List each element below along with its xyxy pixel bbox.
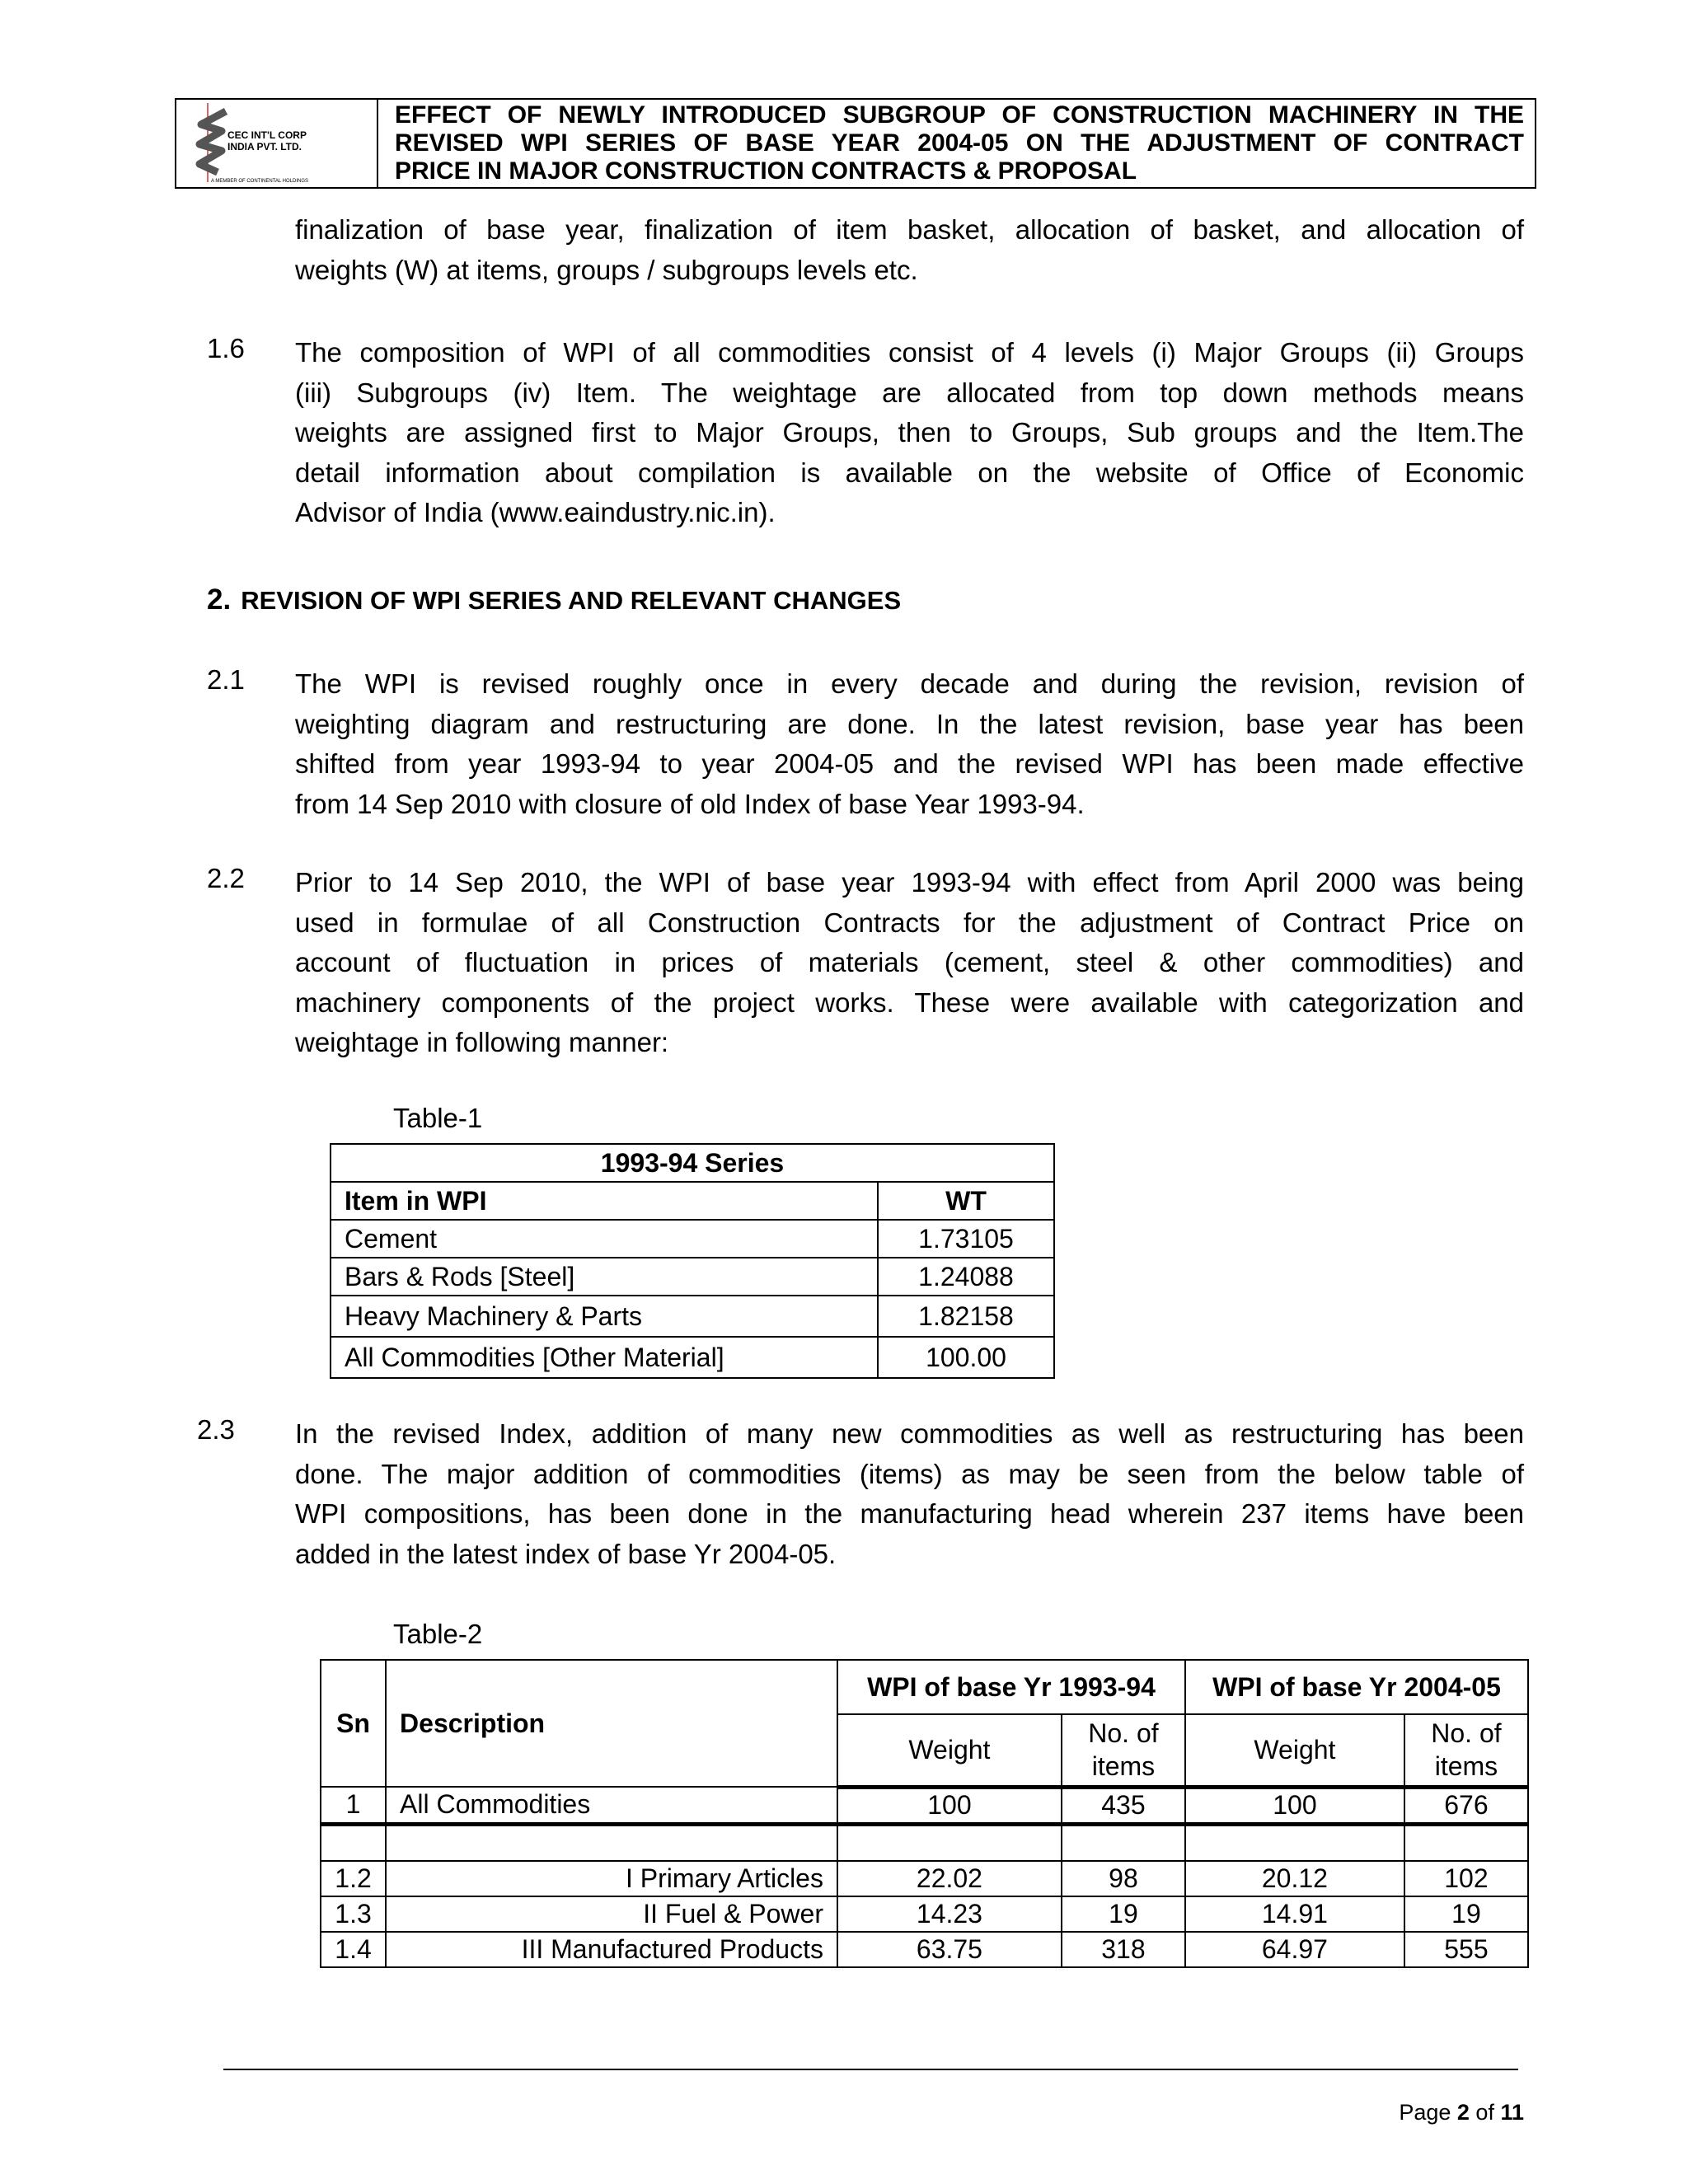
section-number: 1.6 [207,333,245,363]
sn-cell: 1 [321,1787,386,1824]
weight-1993-cell: 100 [837,1787,1062,1824]
column-header-weight: Weight [837,1714,1062,1787]
items-1993-cell: 19 [1062,1896,1185,1932]
item-cell: Heavy Machinery & Parts [331,1296,878,1337]
table-1 [330,1143,1055,1379]
description-cell: II Fuel & Power [386,1896,837,1932]
page-of: of [1469,2100,1501,2125]
text-line: from 14 Sep 2010 with closure of old Index of base Year 1993-94. [295,788,1085,819]
page-header [175,98,1536,189]
text-line: used in formulae of all Construction Contracts for the adjustment of Contract Price on [295,907,1524,938]
total-pages: 11 [1500,2100,1524,2125]
text-line: added in the latest index of base Yr 2004-05. [295,1538,837,1569]
column-header-sn: Sn [321,1660,386,1787]
column-header: Item in WPI [331,1182,878,1220]
heading-number: 2. [207,583,232,616]
text-line: The composition of WPI of all commodities consist of 4 levels (i) Major Groups (ii) Groups [295,337,1524,368]
table-row [331,1258,1054,1296]
title-line: EFFECT OF NEWLY INTRODUCED SUBGROUP OF CONSTRUCTION MACHINERY IN THE [395,101,1524,129]
text-line: weighting diagram and restructuring are done. In the latest revision, base year has been [295,708,1524,739]
document-title [395,101,1524,185]
text-line: account of fluctuation in prices of materials (cement, steel & other commodities) and [295,947,1524,977]
column-header: WT [878,1182,1054,1220]
svg-text:INDIA PVT. LTD.: INDIA PVT. LTD. [227,141,302,152]
text-line: weights are assigned first to Major Groups, then to Groups, Sub groups and the Item.The [295,417,1524,448]
description-cell: I Primary Articles [386,1861,837,1896]
section-2-3 [295,1414,1524,1574]
column-header-description: Description [386,1660,837,1787]
table-row [321,1861,1528,1896]
page-number [1399,2100,1524,2125]
company-logo [176,100,378,187]
items-1993-cell: 435 [1062,1787,1185,1824]
section-2-2 [295,863,1524,1063]
text-line: weightage in following manner: [295,1027,669,1057]
section-heading [207,583,901,616]
text-line: WPI compositions, has been done in the manufacturing head wherein 237 items have been [295,1498,1524,1529]
text-line: Prior to 14 Sep 2010, the WPI of base year 1993-94 with effect from April 2000 was being [295,867,1524,898]
items-2004-cell: 102 [1404,1861,1528,1896]
weight-cell: 1.24088 [878,1258,1054,1296]
section-2-1 [295,664,1524,824]
svg-text:CEC INT'L CORP: CEC INT'L CORP [227,129,307,141]
sn-cell: 1.2 [321,1861,386,1896]
table-2 [320,1659,1529,1968]
section-number: 2.3 [197,1414,235,1445]
weight-1993-cell: 22.02 [837,1861,1062,1896]
weight-2004-cell: 14.91 [1185,1896,1404,1932]
column-header-items: No. of items [1062,1714,1185,1787]
table-title: 1993-94 Series [331,1144,1054,1182]
items-2004-cell [1404,1824,1528,1861]
items-2004-cell: 555 [1404,1932,1528,1967]
description-cell: All Commodities [386,1787,837,1824]
table-row [331,1337,1054,1378]
item-cell: Bars & Rods [Steel] [331,1258,878,1296]
items-1993-cell [1062,1824,1185,1861]
sn-cell: 1.4 [321,1932,386,1967]
sn-cell [321,1824,386,1861]
table-row [331,1296,1054,1337]
column-header-items: No. of items [1404,1714,1528,1787]
table-row [331,1220,1054,1258]
svg-text:A MEMBER OF CONTINENTAL HOLDIN: A MEMBER OF CONTINENTAL HOLDINGS [211,179,309,184]
text-line: The WPI is revised roughly once in every decade and during the revision, revision of [295,668,1524,699]
group-header-2004: WPI of base Yr 2004-05 [1185,1660,1528,1714]
text-line: weights (W) at items, groups / subgroups levels etc. [295,254,918,285]
text-line: machinery components of the project works. These were available with categorization and [295,987,1524,1018]
description-cell [386,1824,837,1861]
text-line: done. The major addition of commodities (items) as may be seen from the below table of [295,1458,1524,1489]
current-page: 2 [1456,2100,1470,2125]
text-line: (iii) Subgroups (iv) Item. The weightage are allocated from top down methods means [295,377,1524,408]
items-1993-cell: 318 [1062,1932,1185,1967]
section-number: 2.2 [207,863,245,893]
table-row [321,1896,1528,1932]
weight-1993-cell: 63.75 [837,1932,1062,1967]
weight-2004-cell: 20.12 [1185,1861,1404,1896]
paragraph-continued [295,210,1524,290]
section-1-6 [295,333,1524,533]
column-header-weight: Weight [1185,1714,1404,1787]
weight-1993-cell [837,1824,1062,1861]
table-1-label: Table-1 [393,1103,483,1133]
items-2004-cell: 19 [1404,1896,1528,1932]
weight-2004-cell: 100 [1185,1787,1404,1824]
text-line: In the revised Index, addition of many new commodities as well as restructuring has been [295,1418,1524,1449]
group-header-1993: WPI of base Yr 1993-94 [837,1660,1185,1714]
weight-cell: 100.00 [878,1337,1054,1378]
description-cell: III Manufactured Products [386,1932,837,1967]
items-2004-cell: 676 [1404,1787,1528,1824]
weight-2004-cell [1185,1824,1404,1861]
text-line: Advisor of India (www.eaindustry.nic.in). [295,497,776,527]
items-1993-cell: 98 [1062,1861,1185,1896]
table-2-label: Table-2 [393,1619,483,1649]
table-row [321,1932,1528,1967]
text-line: finalization of base year, finalization of item basket, allocation of basket, and allocation of [295,214,1524,245]
item-cell: Cement [331,1220,878,1258]
text-line: shifted from year 1993-94 to year 2004-05 and the revised WPI has been made effective [295,748,1524,779]
title-line: REVISED WPI SERIES OF BASE YEAR 2004-05 ON THE ADJUSTMENT OF CONTRACT [395,129,1524,157]
table-row [321,1824,1528,1861]
section-number: 2.1 [207,664,245,695]
weight-cell: 1.82158 [878,1296,1054,1337]
title-line: PRICE IN MAJOR CONSTRUCTION CONTRACTS & PROPOSAL [395,157,1137,185]
table-row [321,1787,1528,1824]
page-label: Page [1399,2100,1457,2125]
weight-2004-cell: 64.97 [1185,1932,1404,1967]
text-line: detail information about compilation is available on the website of Office of Economic [295,457,1524,488]
footer-divider [223,2069,1518,2070]
sn-cell: 1.3 [321,1896,386,1932]
heading-title: REVISION OF WPI SERIES AND RELEVANT CHANGES [241,586,902,615]
weight-1993-cell: 14.23 [837,1896,1062,1932]
weight-cell: 1.73105 [878,1220,1054,1258]
item-cell: All Commodities [Other Material] [331,1337,878,1378]
